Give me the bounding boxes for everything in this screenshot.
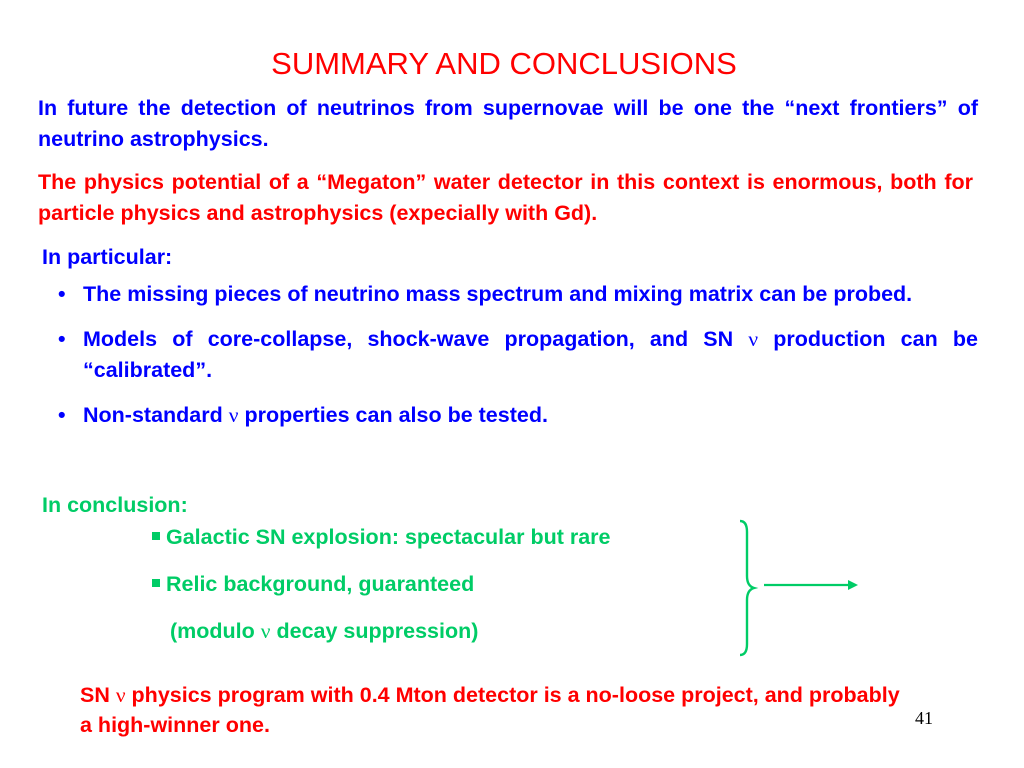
conclusion-item-galactic (152, 522, 611, 553)
final-statement (80, 680, 910, 740)
slide-title: SUMMARY AND CONCLUSIONS (271, 46, 737, 81)
bullet-text: The missing pieces of neutrino mass spectrum and mixing matrix can be probed. (83, 282, 913, 306)
conclusion-item-relic (152, 569, 611, 600)
bullet-item-non-standard (58, 400, 978, 431)
bullet-text-after: properties can also be tested. (238, 403, 548, 427)
bullet-item-mass-spectrum (58, 279, 978, 310)
modulo-after: decay suppression) (270, 619, 479, 643)
square-bullet-icon (152, 532, 160, 540)
right-arrow-icon (762, 575, 862, 595)
bullet-dot-icon: • (58, 403, 66, 427)
nu-symbol: ν (260, 619, 271, 643)
modulo-note (170, 616, 478, 647)
physics-potential-paragraph: The physics potential of a “Megaton” water detector in this context is enormous, both for particle physics and astrophysics (expecially with Gd). (38, 170, 973, 225)
right-brace-icon (736, 518, 760, 658)
bullet-dot-icon: • (58, 282, 66, 306)
nu-symbol: ν (115, 683, 126, 707)
bullet-dot-icon: • (58, 327, 66, 351)
nu-symbol: ν (228, 403, 239, 427)
particular-bullet-list (58, 279, 978, 445)
intro-paragraph: In future the detection of neutrinos from supernovae will be one the “next frontiers” of neutrino astrophysics. (38, 96, 978, 151)
nu-symbol: ν (748, 327, 759, 351)
bullet-text-before: Non-standard (83, 403, 229, 427)
page-number: 41 (915, 708, 933, 728)
conclusion-list (152, 522, 611, 616)
bullet-item-models (58, 324, 978, 386)
modulo-before: (modulo (170, 619, 261, 643)
conclusion-text: Galactic SN explosion: spectacular but rare (166, 525, 611, 549)
bullet-text-before: Models of core-collapse, shock-wave propagation, and SN (83, 327, 749, 351)
in-particular-heading: In particular: (42, 245, 173, 269)
final-after: physics program with 0.4 Mton detector is a no-loose project, and probably a high-winner one. (80, 683, 900, 737)
square-bullet-icon (152, 579, 160, 587)
in-conclusion-heading: In conclusion: (42, 493, 188, 517)
conclusion-text: Relic background, guaranteed (166, 572, 475, 596)
final-before: SN (80, 683, 116, 707)
bullet-text-after: production can be “calibrated”. (83, 327, 978, 382)
